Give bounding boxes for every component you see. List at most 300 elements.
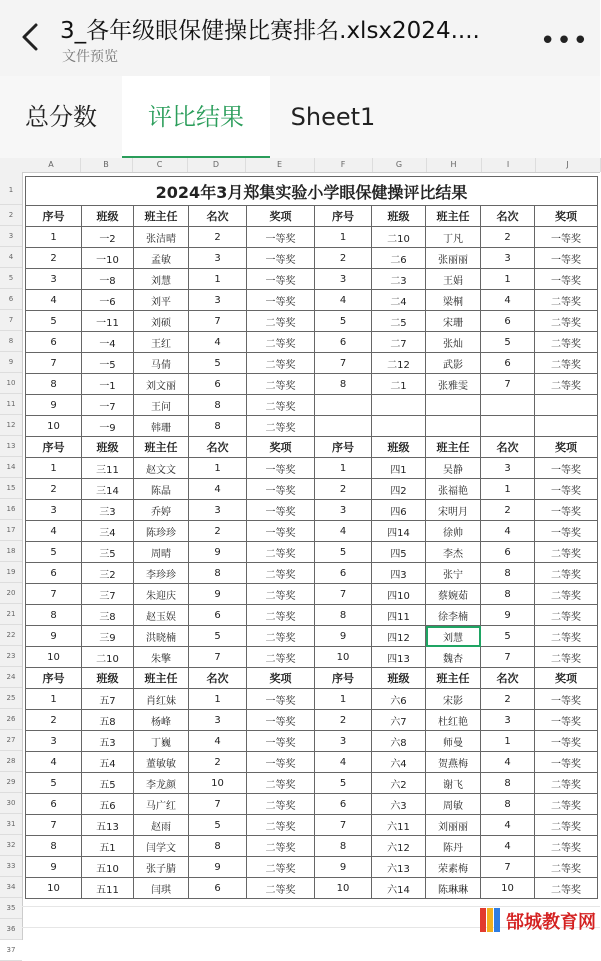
- table-cell[interactable]: 张灿: [426, 332, 481, 353]
- table-cell[interactable]: 6: [26, 563, 82, 584]
- table-cell[interactable]: 2: [189, 521, 247, 542]
- table-cell[interactable]: 六3: [372, 794, 426, 815]
- table-cell[interactable]: 8: [481, 794, 535, 815]
- table-cell[interactable]: 5: [315, 311, 372, 332]
- column-header-e[interactable]: E: [245, 158, 315, 172]
- table-cell[interactable]: 9: [481, 605, 535, 626]
- table-cell[interactable]: 二10: [372, 227, 426, 248]
- table-cell[interactable]: 4: [26, 290, 82, 311]
- table-cell[interactable]: 李珍珍: [134, 563, 189, 584]
- column-heading[interactable]: 班主任: [134, 437, 189, 458]
- table-cell[interactable]: 张洁晴: [134, 227, 189, 248]
- table-cell[interactable]: 一等奖: [247, 248, 315, 269]
- table-cell[interactable]: 6: [481, 311, 535, 332]
- table-cell[interactable]: 四13: [372, 647, 426, 668]
- table-cell[interactable]: 一等奖: [247, 479, 315, 500]
- table-cell[interactable]: 一等奖: [535, 752, 598, 773]
- table-cell[interactable]: 一等奖: [535, 227, 598, 248]
- table-cell[interactable]: 二1: [372, 374, 426, 395]
- table-cell[interactable]: 闫琪: [134, 878, 189, 899]
- table-cell[interactable]: 10: [481, 878, 535, 899]
- table-cell[interactable]: 王问: [134, 395, 189, 416]
- table-cell[interactable]: 1: [26, 227, 82, 248]
- column-header-j[interactable]: J: [535, 158, 601, 172]
- table-cell[interactable]: 5: [189, 626, 247, 647]
- column-header-d[interactable]: D: [187, 158, 246, 172]
- table-cell[interactable]: 4: [315, 290, 372, 311]
- table-cell[interactable]: 7: [315, 584, 372, 605]
- table-cell[interactable]: 二等奖: [535, 647, 598, 668]
- table-cell[interactable]: 1: [189, 458, 247, 479]
- table-cell[interactable]: 7: [481, 374, 535, 395]
- table-cell[interactable]: 4: [189, 332, 247, 353]
- column-heading[interactable]: 名次: [189, 437, 247, 458]
- column-heading[interactable]: 班主任: [426, 668, 481, 689]
- table-cell[interactable]: 张宁: [426, 563, 481, 584]
- table-cell[interactable]: 10: [189, 773, 247, 794]
- table-cell[interactable]: 刘硕: [134, 311, 189, 332]
- table-cell[interactable]: 刘平: [134, 290, 189, 311]
- table-cell[interactable]: 二等奖: [535, 794, 598, 815]
- column-heading[interactable]: 序号: [315, 206, 372, 227]
- table-cell[interactable]: 三3: [82, 500, 134, 521]
- table-cell[interactable]: [315, 416, 372, 437]
- column-header-i[interactable]: I: [481, 158, 536, 172]
- table-cell[interactable]: 四1: [372, 458, 426, 479]
- table-cell[interactable]: 8: [481, 584, 535, 605]
- table-cell[interactable]: [372, 395, 426, 416]
- row-header[interactable]: 3: [0, 226, 22, 247]
- column-heading[interactable]: 序号: [26, 437, 82, 458]
- table-cell[interactable]: 宋影: [426, 689, 481, 710]
- table-cell[interactable]: 二等奖: [535, 626, 598, 647]
- table-cell[interactable]: 二等奖: [247, 395, 315, 416]
- row-header[interactable]: 5: [0, 268, 22, 289]
- table-cell[interactable]: 一等奖: [535, 458, 598, 479]
- table-cell[interactable]: 一等奖: [535, 500, 598, 521]
- column-header-b[interactable]: B: [80, 158, 133, 172]
- table-cell[interactable]: 4: [315, 752, 372, 773]
- table-cell[interactable]: 二等奖: [247, 353, 315, 374]
- table-cell[interactable]: 王红: [134, 332, 189, 353]
- row-header[interactable]: 1: [0, 176, 22, 205]
- table-cell[interactable]: 六6: [372, 689, 426, 710]
- table-cell[interactable]: 三11: [82, 458, 134, 479]
- table-cell[interactable]: 2: [315, 710, 372, 731]
- column-heading[interactable]: 班级: [82, 437, 134, 458]
- table-cell[interactable]: 8: [481, 563, 535, 584]
- table-cell[interactable]: 2: [315, 248, 372, 269]
- table-cell[interactable]: 二等奖: [247, 542, 315, 563]
- spreadsheet-view[interactable]: [0, 158, 600, 954]
- table-cell[interactable]: 一9: [82, 416, 134, 437]
- table-cell[interactable]: 一等奖: [247, 227, 315, 248]
- table-cell[interactable]: 五4: [82, 752, 134, 773]
- table-cell[interactable]: 徐李楠: [426, 605, 481, 626]
- table-cell[interactable]: 1: [315, 227, 372, 248]
- table-cell[interactable]: 4: [315, 521, 372, 542]
- table-cell[interactable]: 一等奖: [247, 290, 315, 311]
- table-cell[interactable]: 五5: [82, 773, 134, 794]
- row-header[interactable]: 37: [0, 940, 22, 961]
- table-cell[interactable]: 一等奖: [247, 689, 315, 710]
- table-cell[interactable]: 二等奖: [247, 416, 315, 437]
- table-cell[interactable]: 二等奖: [535, 878, 598, 899]
- table-cell[interactable]: 8: [315, 836, 372, 857]
- table-cell[interactable]: 二7: [372, 332, 426, 353]
- table-cell[interactable]: 肖红妹: [134, 689, 189, 710]
- table-cell[interactable]: 五8: [82, 710, 134, 731]
- table-cell[interactable]: 二等奖: [535, 773, 598, 794]
- table-cell[interactable]: 1: [26, 689, 82, 710]
- table-cell[interactable]: 丁巍: [134, 731, 189, 752]
- table-cell[interactable]: 3: [189, 248, 247, 269]
- table-cell[interactable]: 三14: [82, 479, 134, 500]
- row-header[interactable]: 11: [0, 394, 22, 415]
- table-cell[interactable]: 一等奖: [535, 689, 598, 710]
- table-cell[interactable]: 刘文丽: [134, 374, 189, 395]
- table-cell[interactable]: 四2: [372, 479, 426, 500]
- table-cell[interactable]: [315, 395, 372, 416]
- column-heading[interactable]: 班主任: [426, 437, 481, 458]
- table-cell[interactable]: 一等奖: [247, 710, 315, 731]
- table-cell[interactable]: 2: [189, 227, 247, 248]
- table-cell[interactable]: 谢飞: [426, 773, 481, 794]
- table-cell[interactable]: 徐帅: [426, 521, 481, 542]
- table-cell[interactable]: 3: [26, 731, 82, 752]
- table-cell[interactable]: 3: [315, 731, 372, 752]
- table-cell[interactable]: 7: [26, 353, 82, 374]
- column-heading[interactable]: 奖项: [247, 206, 315, 227]
- row-header[interactable]: 18: [0, 541, 22, 562]
- table-cell[interactable]: 杜红艳: [426, 710, 481, 731]
- table-cell[interactable]: 9: [26, 626, 82, 647]
- column-heading[interactable]: 名次: [189, 668, 247, 689]
- table-cell[interactable]: 6: [315, 332, 372, 353]
- table-cell[interactable]: 四14: [372, 521, 426, 542]
- table-cell[interactable]: 宋珊: [426, 311, 481, 332]
- table-cell[interactable]: 8: [26, 836, 82, 857]
- table-cell[interactable]: 五6: [82, 794, 134, 815]
- table-cell[interactable]: 一5: [82, 353, 134, 374]
- column-header-f[interactable]: F: [314, 158, 373, 172]
- table-cell[interactable]: 8: [26, 605, 82, 626]
- table-cell[interactable]: 7: [481, 647, 535, 668]
- table-cell[interactable]: 5: [481, 626, 535, 647]
- table-cell[interactable]: 六11: [372, 815, 426, 836]
- table-cell[interactable]: 1: [315, 458, 372, 479]
- row-header[interactable]: 19: [0, 562, 22, 583]
- table-cell[interactable]: 刘丽丽: [426, 815, 481, 836]
- table-cell[interactable]: 2: [26, 710, 82, 731]
- table-cell[interactable]: [535, 416, 598, 437]
- row-header[interactable]: 24: [0, 667, 22, 688]
- table-cell[interactable]: 3: [189, 290, 247, 311]
- row-header[interactable]: 10: [0, 373, 22, 394]
- table-cell[interactable]: 二等奖: [247, 584, 315, 605]
- table-cell[interactable]: 1: [481, 479, 535, 500]
- table-cell[interactable]: 8: [26, 374, 82, 395]
- table-cell[interactable]: 6: [26, 794, 82, 815]
- table-cell[interactable]: 5: [481, 332, 535, 353]
- table-cell[interactable]: 4: [481, 752, 535, 773]
- column-heading[interactable]: 序号: [26, 668, 82, 689]
- table-cell[interactable]: 9: [315, 626, 372, 647]
- table-cell[interactable]: [481, 416, 535, 437]
- table-cell[interactable]: 二等奖: [247, 794, 315, 815]
- table-cell[interactable]: 二等奖: [247, 563, 315, 584]
- column-heading[interactable]: 序号: [26, 206, 82, 227]
- table-cell[interactable]: 朱迎庆: [134, 584, 189, 605]
- table-cell[interactable]: 7: [315, 815, 372, 836]
- table-cell[interactable]: 杨峰: [134, 710, 189, 731]
- table-cell[interactable]: 三7: [82, 584, 134, 605]
- table-cell[interactable]: 二等奖: [247, 647, 315, 668]
- row-header[interactable]: 25: [0, 688, 22, 709]
- row-header[interactable]: 14: [0, 457, 22, 478]
- row-header[interactable]: 28: [0, 751, 22, 772]
- table-cell[interactable]: 二12: [372, 353, 426, 374]
- table-cell[interactable]: 二等奖: [247, 857, 315, 878]
- table-cell[interactable]: 师曼: [426, 731, 481, 752]
- row-header[interactable]: 33: [0, 856, 22, 877]
- table-cell[interactable]: 五1: [82, 836, 134, 857]
- table-cell[interactable]: 3: [481, 458, 535, 479]
- table-cell[interactable]: 陈珍珍: [134, 521, 189, 542]
- table-cell[interactable]: 蔡婉茹: [426, 584, 481, 605]
- table-cell[interactable]: 赵雨: [134, 815, 189, 836]
- table-cell[interactable]: 三5: [82, 542, 134, 563]
- selected-cell[interactable]: 刘慧: [426, 626, 481, 647]
- table-cell[interactable]: 4: [481, 815, 535, 836]
- table-cell[interactable]: 一等奖: [247, 731, 315, 752]
- row-header[interactable]: 29: [0, 772, 22, 793]
- table-cell[interactable]: 9: [26, 857, 82, 878]
- table-cell[interactable]: 五13: [82, 815, 134, 836]
- sheet-title[interactable]: 2024年3月郑集实验小学眼保健操评比结果: [26, 177, 598, 206]
- table-cell[interactable]: 五10: [82, 857, 134, 878]
- row-header[interactable]: 9: [0, 352, 22, 373]
- table-cell[interactable]: 二等奖: [247, 815, 315, 836]
- table-cell[interactable]: 4: [26, 521, 82, 542]
- table-cell[interactable]: 5: [26, 773, 82, 794]
- table-cell[interactable]: 一等奖: [247, 458, 315, 479]
- table-cell[interactable]: 5: [26, 542, 82, 563]
- table-cell[interactable]: 5: [26, 311, 82, 332]
- table-cell[interactable]: 马广红: [134, 794, 189, 815]
- table-cell[interactable]: 闫学文: [134, 836, 189, 857]
- tab-evaluation-results[interactable]: 评比结果: [122, 76, 270, 158]
- table-cell[interactable]: 8: [189, 836, 247, 857]
- table-cell[interactable]: 4: [26, 752, 82, 773]
- table-cell[interactable]: 五3: [82, 731, 134, 752]
- table-cell[interactable]: 4: [481, 290, 535, 311]
- row-header[interactable]: 16: [0, 499, 22, 520]
- table-cell[interactable]: 6: [315, 563, 372, 584]
- table-cell[interactable]: 朱擎: [134, 647, 189, 668]
- table-cell[interactable]: 2: [189, 752, 247, 773]
- column-heading[interactable]: 班级: [372, 206, 426, 227]
- table-cell[interactable]: 3: [189, 710, 247, 731]
- table-cell[interactable]: 4: [481, 836, 535, 857]
- table-cell[interactable]: 7: [189, 794, 247, 815]
- table-cell[interactable]: 丁凡: [426, 227, 481, 248]
- table-cell[interactable]: 四3: [372, 563, 426, 584]
- tab-total-score[interactable]: 总分数: [25, 103, 97, 131]
- row-header[interactable]: 22: [0, 625, 22, 646]
- column-heading[interactable]: 名次: [481, 437, 535, 458]
- table-cell[interactable]: 乔婷: [134, 500, 189, 521]
- table-cell[interactable]: 一等奖: [535, 479, 598, 500]
- table-cell[interactable]: 6: [189, 605, 247, 626]
- table-cell[interactable]: 二等奖: [535, 311, 598, 332]
- column-heading[interactable]: 序号: [315, 437, 372, 458]
- table-cell[interactable]: 荣素梅: [426, 857, 481, 878]
- row-header[interactable]: 35: [0, 898, 22, 919]
- table-cell[interactable]: 六13: [372, 857, 426, 878]
- table-cell[interactable]: 1: [481, 731, 535, 752]
- table-cell[interactable]: 张福艳: [426, 479, 481, 500]
- table-cell[interactable]: 6: [481, 542, 535, 563]
- table-cell[interactable]: 一2: [82, 227, 134, 248]
- column-heading[interactable]: 班主任: [134, 206, 189, 227]
- table-cell[interactable]: 一4: [82, 332, 134, 353]
- table-cell[interactable]: 9: [189, 857, 247, 878]
- table-cell[interactable]: 9: [189, 584, 247, 605]
- table-cell[interactable]: 吴静: [426, 458, 481, 479]
- table-cell[interactable]: 一等奖: [247, 752, 315, 773]
- table-cell[interactable]: 10: [26, 416, 82, 437]
- table-cell[interactable]: 2: [481, 500, 535, 521]
- table-cell[interactable]: 一等奖: [535, 269, 598, 290]
- table-cell[interactable]: 二等奖: [247, 773, 315, 794]
- table-cell[interactable]: [426, 416, 481, 437]
- table-cell[interactable]: 四10: [372, 584, 426, 605]
- table-cell[interactable]: [535, 395, 598, 416]
- table-cell[interactable]: [481, 395, 535, 416]
- table-cell[interactable]: 5: [315, 773, 372, 794]
- row-header[interactable]: 13: [0, 436, 22, 457]
- row-header[interactable]: 23: [0, 646, 22, 667]
- row-header[interactable]: 21: [0, 604, 22, 625]
- table-cell[interactable]: 6: [189, 878, 247, 899]
- table-cell[interactable]: 10: [315, 647, 372, 668]
- table-cell[interactable]: 张子腈: [134, 857, 189, 878]
- column-heading[interactable]: 奖项: [247, 668, 315, 689]
- table-cell[interactable]: 9: [189, 542, 247, 563]
- table-cell[interactable]: 二3: [372, 269, 426, 290]
- table-cell[interactable]: 梁桐: [426, 290, 481, 311]
- table-cell[interactable]: 二等奖: [247, 605, 315, 626]
- table-cell[interactable]: 周晴: [134, 542, 189, 563]
- row-header[interactable]: 6: [0, 289, 22, 310]
- table-cell[interactable]: 3: [315, 500, 372, 521]
- row-header[interactable]: 26: [0, 709, 22, 730]
- table-cell[interactable]: 一等奖: [247, 269, 315, 290]
- table-cell[interactable]: 二等奖: [247, 626, 315, 647]
- row-header[interactable]: 31: [0, 814, 22, 835]
- row-header[interactable]: 34: [0, 877, 22, 898]
- table-cell[interactable]: 8: [315, 374, 372, 395]
- column-header-g[interactable]: G: [372, 158, 427, 172]
- table-cell[interactable]: 4: [189, 479, 247, 500]
- table-cell[interactable]: 4: [189, 731, 247, 752]
- table-cell[interactable]: 7: [26, 815, 82, 836]
- table-cell[interactable]: 6: [481, 353, 535, 374]
- table-cell[interactable]: 3: [26, 269, 82, 290]
- table-cell[interactable]: 2: [315, 479, 372, 500]
- table-cell[interactable]: 6: [26, 332, 82, 353]
- table-cell[interactable]: 3: [481, 710, 535, 731]
- column-heading[interactable]: 班级: [372, 668, 426, 689]
- table-cell[interactable]: 二等奖: [535, 353, 598, 374]
- table-cell[interactable]: 四12: [372, 626, 426, 647]
- table-cell[interactable]: 二10: [82, 647, 134, 668]
- table-cell[interactable]: 二等奖: [247, 332, 315, 353]
- table-cell[interactable]: 6: [315, 794, 372, 815]
- row-header[interactable]: 7: [0, 310, 22, 331]
- table-cell[interactable]: 9: [26, 395, 82, 416]
- table-cell[interactable]: 二等奖: [535, 563, 598, 584]
- table-cell[interactable]: 二等奖: [247, 374, 315, 395]
- table-cell[interactable]: 马倩: [134, 353, 189, 374]
- table-cell[interactable]: 五11: [82, 878, 134, 899]
- table-cell[interactable]: 洪晓楠: [134, 626, 189, 647]
- table-cell[interactable]: 8: [481, 773, 535, 794]
- table-cell[interactable]: 一1: [82, 374, 134, 395]
- column-heading[interactable]: 序号: [315, 668, 372, 689]
- table-cell[interactable]: 四11: [372, 605, 426, 626]
- table-cell[interactable]: 三2: [82, 563, 134, 584]
- column-heading[interactable]: 班级: [372, 437, 426, 458]
- table-cell[interactable]: 一10: [82, 248, 134, 269]
- table-cell[interactable]: 六7: [372, 710, 426, 731]
- table-cell[interactable]: 8: [189, 416, 247, 437]
- table-cell[interactable]: 二等奖: [535, 605, 598, 626]
- table-cell[interactable]: 张丽丽: [426, 248, 481, 269]
- table-cell[interactable]: 三4: [82, 521, 134, 542]
- table-cell[interactable]: 王娟: [426, 269, 481, 290]
- column-heading[interactable]: 名次: [481, 206, 535, 227]
- table-cell[interactable]: 二等奖: [535, 542, 598, 563]
- table-cell[interactable]: 7: [481, 857, 535, 878]
- table-cell[interactable]: 五7: [82, 689, 134, 710]
- row-header[interactable]: 12: [0, 415, 22, 436]
- table-cell[interactable]: 一7: [82, 395, 134, 416]
- column-heading[interactable]: 班主任: [426, 206, 481, 227]
- table-cell[interactable]: 2: [481, 227, 535, 248]
- table-cell[interactable]: 10: [315, 878, 372, 899]
- table-cell[interactable]: 7: [189, 311, 247, 332]
- table-cell[interactable]: 5: [189, 353, 247, 374]
- table-cell[interactable]: [426, 395, 481, 416]
- row-header[interactable]: 4: [0, 247, 22, 268]
- column-heading[interactable]: 奖项: [535, 206, 598, 227]
- row-header[interactable]: 2: [0, 205, 22, 226]
- table-cell[interactable]: 二等奖: [535, 836, 598, 857]
- table-cell[interactable]: 李杰: [426, 542, 481, 563]
- table-cell[interactable]: 孟敏: [134, 248, 189, 269]
- table-cell[interactable]: 二等奖: [535, 815, 598, 836]
- table-cell[interactable]: 四5: [372, 542, 426, 563]
- back-icon[interactable]: [16, 20, 46, 54]
- table-cell[interactable]: 韩珊: [134, 416, 189, 437]
- row-header[interactable]: 8: [0, 331, 22, 352]
- table-cell[interactable]: 二等奖: [535, 332, 598, 353]
- table-cell[interactable]: 六12: [372, 836, 426, 857]
- table-cell[interactable]: 2: [26, 479, 82, 500]
- table-cell[interactable]: 一等奖: [535, 731, 598, 752]
